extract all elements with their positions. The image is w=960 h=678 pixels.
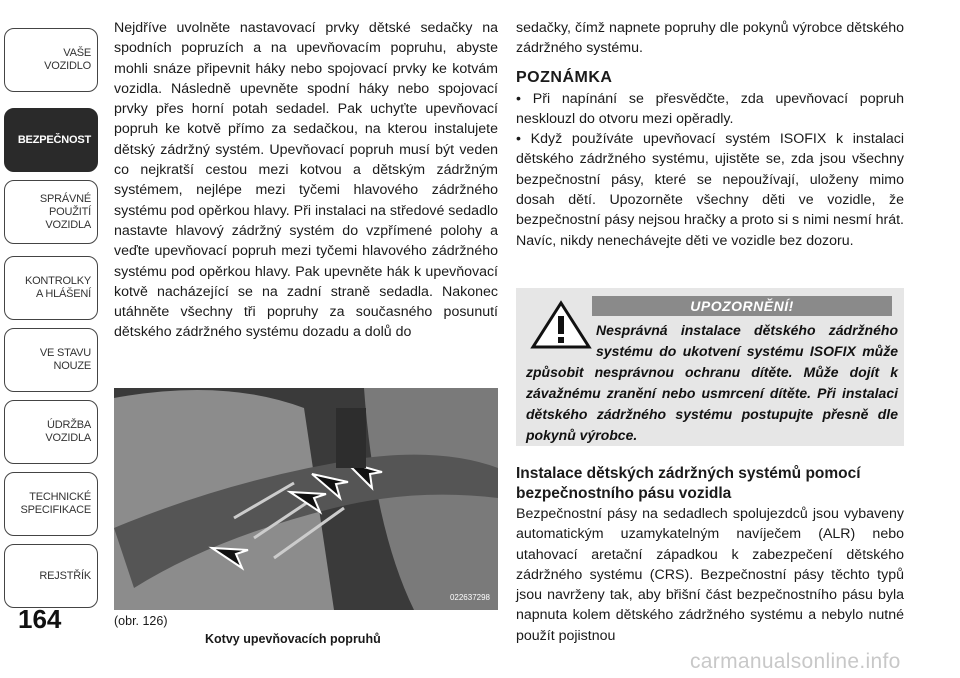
- tab-label: REJSTŘÍK: [39, 569, 91, 582]
- tab-kontrolky[interactable]: [4, 256, 98, 320]
- tab-label: SPRÁVNÉ POUŽITÍ VOZIDLA: [39, 192, 91, 231]
- section-body-wrap: [516, 504, 904, 646]
- note-bullet: • Při napínání se přesvědčte, zda upevňovací popruh nesklouzl do otvoru mezi opěradly.: [516, 90, 904, 127]
- warning-text: Nesprávná instalace dětského zádržného systému do ukotvení systému ISOFIX může způsobit nesprávnou ochranu dítěte. Může dojít k závažnému zranění nebo usmrcení dítěte. Při instalaci dětského zádržného systému postupujte přesně dle pokynů výrobce.: [526, 322, 898, 443]
- page-number: 164: [18, 604, 62, 634]
- left-column: [114, 18, 498, 343]
- continuation-text: sedačky, čímž napnete popruhy dle pokynů výrobce dětského zádržného systému.: [516, 20, 904, 57]
- section-title: Instalace dětských zádržných systémů pomocí bezpečnostního pásu vozidla: [516, 465, 861, 502]
- tab-label: VAŠE VOZIDLO: [44, 47, 91, 72]
- tab-rejstrik[interactable]: [4, 544, 98, 608]
- chapter-sidebar: [0, 0, 100, 678]
- figure-code: 022637298: [449, 593, 490, 602]
- tab-label: ÚDRŽBA VOZIDLA: [45, 419, 91, 444]
- figure-reference: (obr. 126): [114, 614, 168, 628]
- section-body: Bezpečnostní pásy na sedadlech spolujezdců jsou vybaveny automatickým uzamykatelným navíječem (ALR) nebo utahovací aretační západkou k zabezpečení dětského zádržného systému (CRS). Bezpečnostní pásy těchto typů jsou navrženy tak, aby břišní část bezpečnostního pásu byla napnuta kolem dětského zádržného systému a nebylo nutné použít pojistnou: [516, 506, 904, 644]
- figure-caption: Kotvy upevňovacích popruhů: [205, 632, 381, 646]
- warning-text-wrap: [526, 320, 898, 446]
- warning-heading: UPOZORNĚNÍ!: [592, 296, 892, 316]
- seat-illustration: [114, 388, 498, 610]
- tab-vase-vozidlo[interactable]: [4, 28, 98, 92]
- tab-ve-stavu-nouze[interactable]: [4, 328, 98, 392]
- note-bullet: • Když používáte upevňovací systém ISOFIX k instalaci dětského zádržného systému, ujistěte se, zda jsou všechny bezpečnostní pásy, které se nepoužívají, uloženy mimo dosah dětí. Upozorněte všechny děti ve vozidle, že bezpečnostní pásy nejsou hračky a proto si s nimi nesmí hrát. Navíc, nikdy nenechávejte děti ve vozidle bez dozoru.: [516, 131, 904, 249]
- tab-label: KONTROLKY A HLÁŠENÍ: [24, 275, 91, 300]
- tab-spravne-pouziti[interactable]: [4, 180, 98, 244]
- tab-label: VE STAVU NOUZE: [39, 347, 91, 372]
- tab-bezpecnost[interactable]: [4, 108, 98, 172]
- body-paragraph: Nejdříve uvolněte nastavovací prvky dětské sedačky na spodních popruzích a na upevňovacím popruhu, abyste mohli snáze připevnit háky nebo spojovací prvky ke kotvám vozidla. Následně upevněte spodní háky nebo spojovací prvky přes horní potah sedadel. Pak uchyťte upevňovací popruh ke kotvě přímo za sedačkou, na kterou instalujete dětský zádržný systém. Upevňovací popruh musí být veden co nejkratší cestou mezi kotvou a dětským zádržným systémem, nejlépe mezi tyčemi hlavového zádržného systému pod opěrkou hlavy. Při instalaci na středové sedadlo nastavte hlavový zádržný systém do vzpřímené polohy a veďte upevňovací popruh mezi tyčemi hlavového zádržného systému pod opěrkou hlavy. Pak upevněte hák k upevňovací kotvě nacházející se na zadní straně sedadla. Nakonec utáhněte všechny tři popruhy za současného posunutí dětského zádržného systému dozadu a dolů do: [114, 20, 498, 341]
- warning-box: [516, 288, 904, 446]
- watermark: carmanualsonline.info: [690, 650, 901, 673]
- tab-udrzba[interactable]: [4, 400, 98, 464]
- tab-label: BEZPEČNOST: [17, 133, 91, 146]
- tab-technicke-specifikace[interactable]: [4, 472, 98, 536]
- figure-tether-anchors: [114, 388, 498, 610]
- right-column: [516, 18, 904, 251]
- note-title: POZNÁMKA: [516, 68, 613, 86]
- tab-label: TECHNICKÉ SPECIFIKACE: [20, 491, 91, 516]
